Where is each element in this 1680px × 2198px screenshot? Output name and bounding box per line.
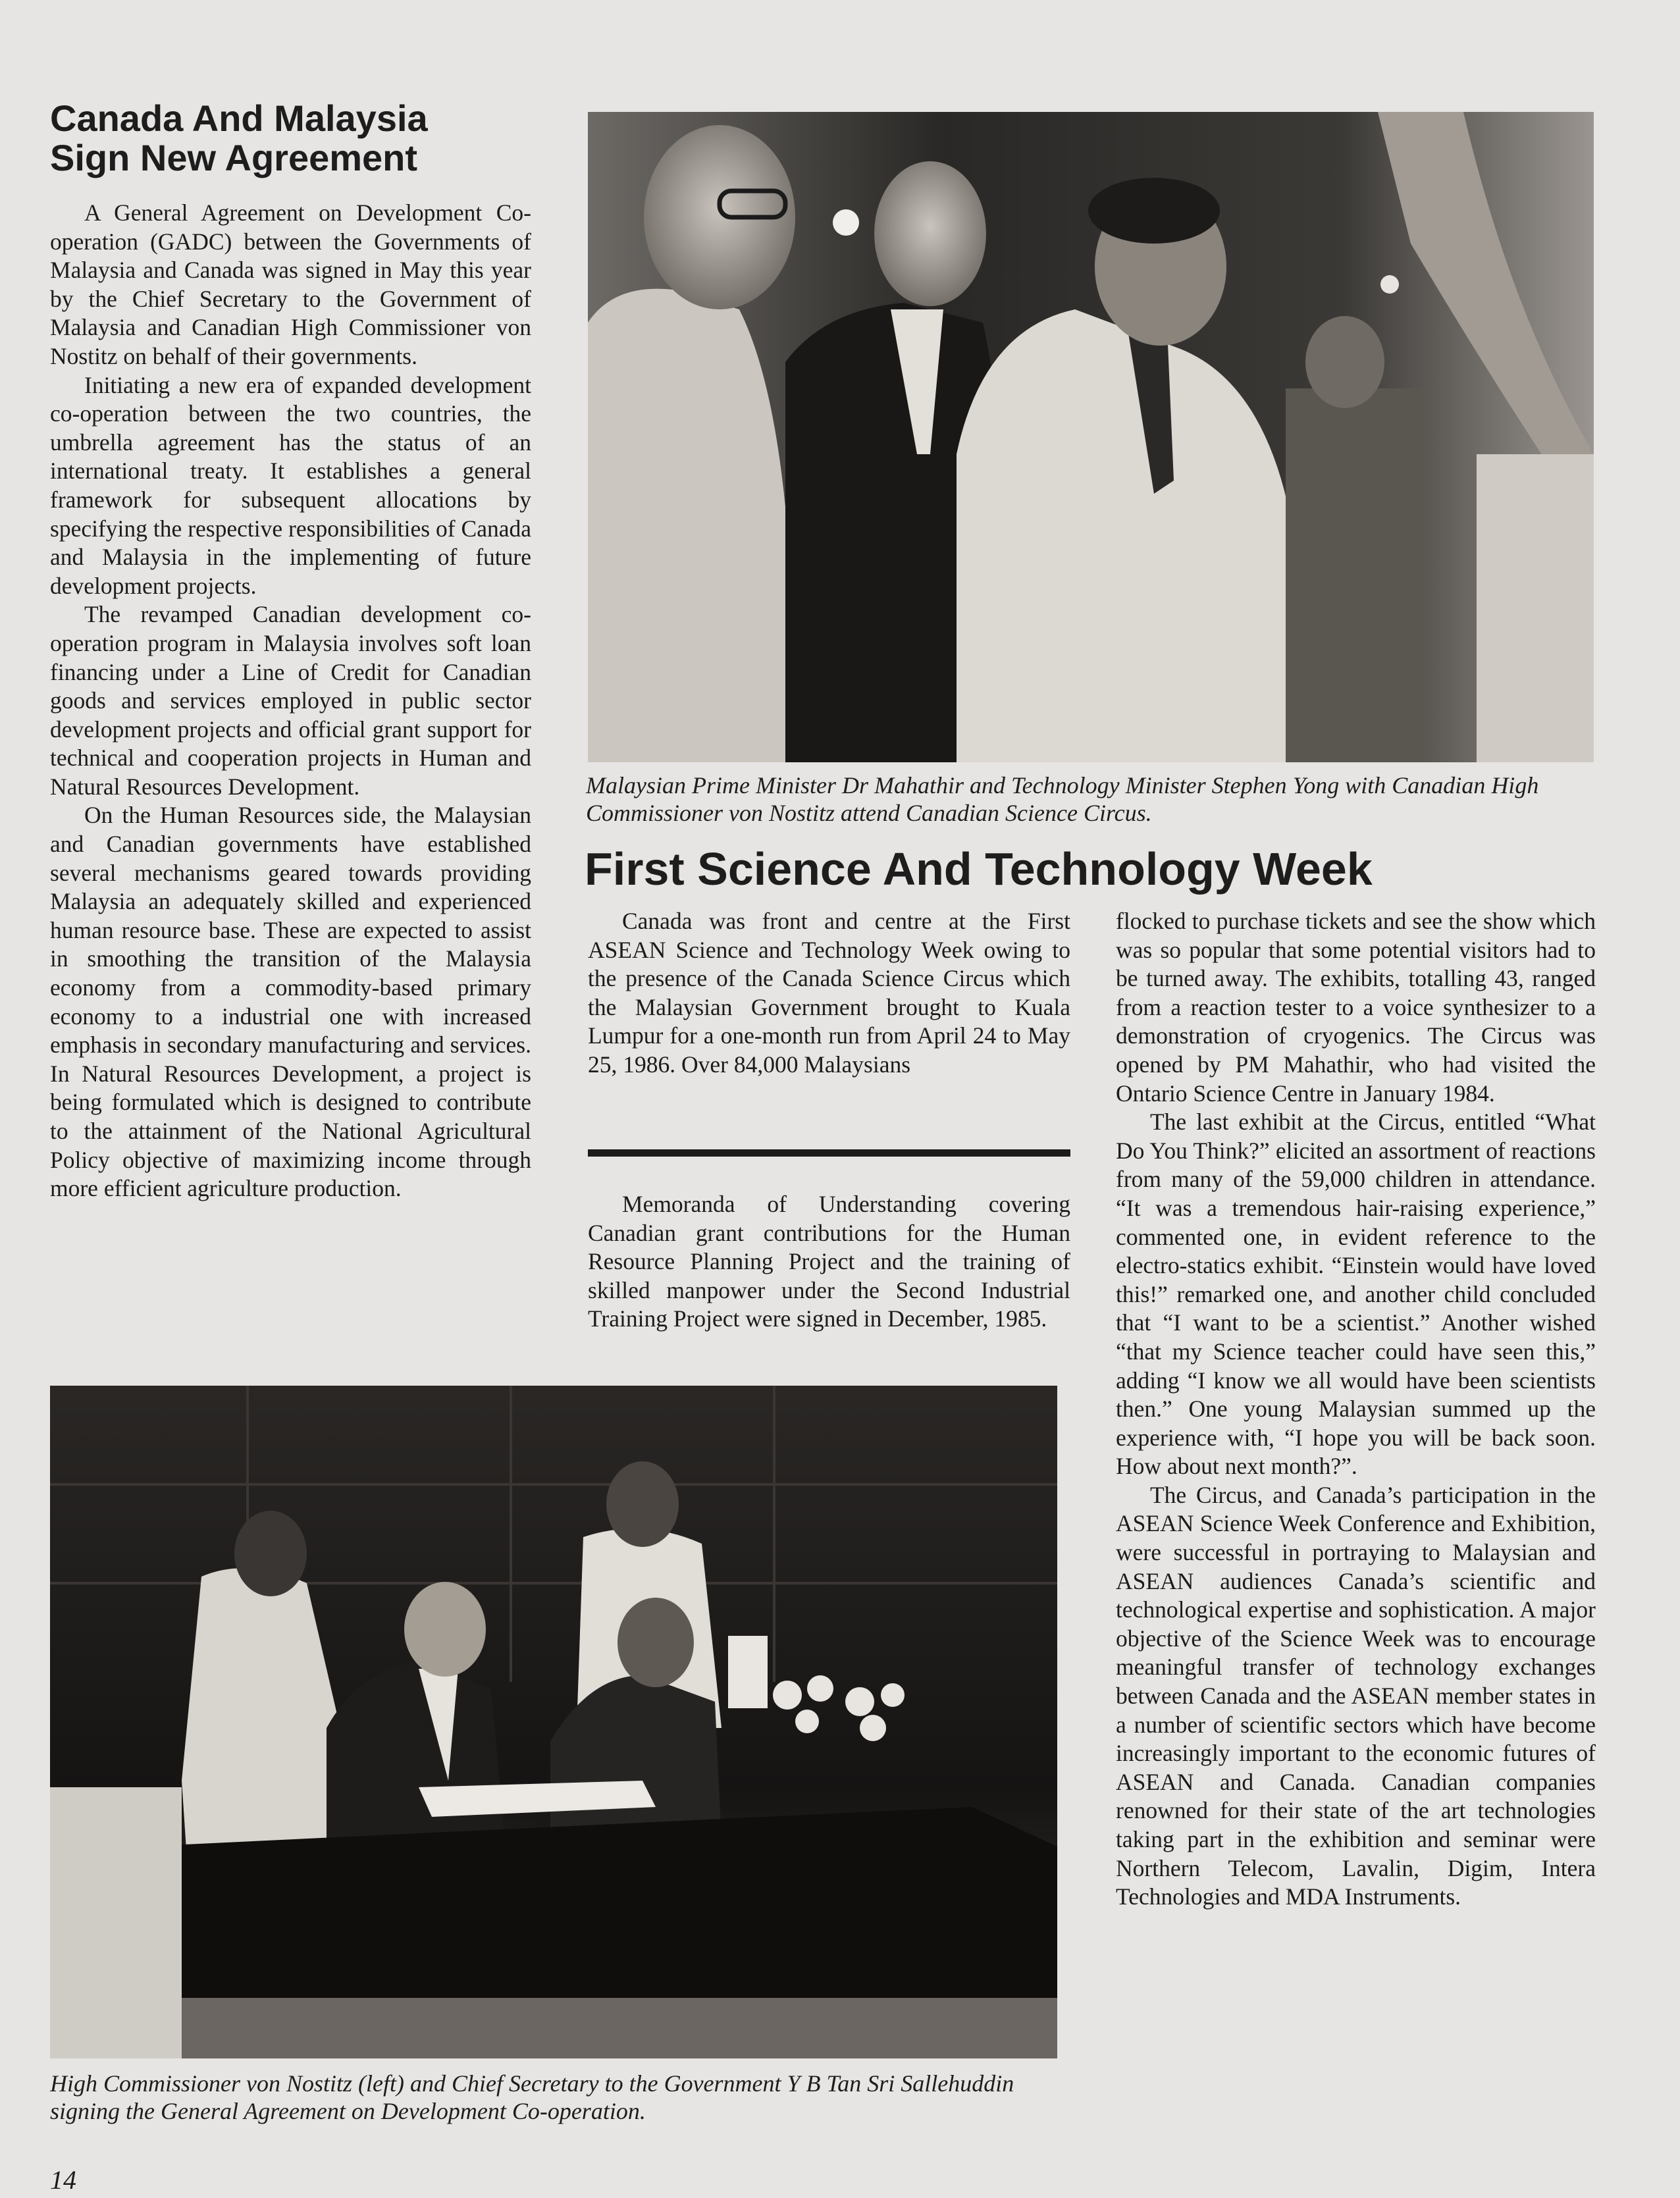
article-title-science-week: First Science And Technology Week <box>585 843 1373 895</box>
paragraph: Memoranda of Understanding covering Canadian grant contributions for the Human Resource Planning Project and the training of skilled manpower under the Second Industrial Training Project were signed in December, 1985. <box>588 1191 1070 1332</box>
paragraph: The last exhibit at the Circus, entitled “What Do You Think?” elicited an assortment of reactions from many of the 59,000 children in attendance. “It was a tremendous hair-raising experience,” commented one, in evident reference to the electro-statics exhibit. “Einstein would have loved this!” remarked one, and another child concluded that “I want to be a scientist.” Another wished “that my Science teacher could have seen this,” adding “I know we all would have been scientists then.” One young Malaysian summed up the experience with, “I hope you will be back soon. How about next month?”. <box>1116 1109 1596 1480</box>
article-body-canada-malaysia <box>50 199 531 1203</box>
paragraph: The Circus, and Canada’s participation in the ASEAN Science Week Conference and Exhibition, were successful in portraying to Malaysian and ASEAN audiences Canada’s scientific and technological expertise and sophistication. A major objective of the Science Week was to encourage meaningful transfer of technology exchanges between Canada and the ASEAN member states in a number of scientific sectors which have become increasingly important to the economic futures of ASEAN and Canada. Canadian companies renowned for their state of the art technologies taking part in the exhibition and seminar were Northern Telecom, Lavalin, Digim, Intera Technologies and MDA Instruments. <box>1116 1481 1596 1910</box>
page-number: 14 <box>50 2165 76 2195</box>
article-body-science-week-col1 <box>588 907 1070 1080</box>
article-title-canada-malaysia: Canada And Malaysia Sign New Agreement <box>50 97 428 178</box>
photo-science-circus <box>588 112 1594 762</box>
memoranda-note <box>588 1190 1070 1334</box>
photo-caption-agreement-signing: High Commissioner von Nostitz (left) and Chief Secretary to the Government Y B Tan Sri Sallehuddin signing the General Agreement on Development Co-operation. <box>50 2070 1014 2124</box>
paragraph: Initiating a new era of expanded development co-operation between the two countries, the umbrella agreement has the status of an international treaty. It establishes a general framework for subsequent allocations by specifying the respective responsibilities of Canada and Malaysia in the implementing of future development projects. <box>50 371 531 599</box>
photo-agreement-signing <box>50 1386 1057 2058</box>
paragraph: On the Human Resources side, the Malaysian and Canadian governments have established several mechanisms geared towards providing Malaysia an adequately skilled and experienced human resource base. These are expected to assist in smoothing the transition of the Malaysia economy from a commodity-based primary economy to a industrial one with increased emphasis in secondary manufacturing and services. In Natural Resources Development, a project is being formulated which is designed to contribute to the attainment of the National Agricultural Policy objective of maximizing income through more efficient agriculture production. <box>50 802 531 1202</box>
paragraph: Canada was front and centre at the First ASEAN Science and Technology Week owing to the presence of the Canada Science Circus which the Malaysian Government brought to Kuala Lumpur for a one-month run from April 24 to May 25, 1986. Over 84,000 Malaysians <box>588 908 1070 1078</box>
paragraph: A General Agreement on Development Co-operation (GADC) between the Governments of Malaysia and Canada was signed in May this year by the Chief Secretary to the Government of Malaysia and Canadian High Commissioner von Nostitz on behalf of their governments. <box>50 199 531 369</box>
paragraph: The revamped Canadian development co-operation program in Malaysia involves soft loan financing under a Line of Credit for Canadian goods and services employed in public sector development projects and official grant support for technical and cooperation projects in Human and Natural Resources Development. <box>50 601 531 800</box>
column-divider-rule <box>588 1149 1070 1157</box>
article-body-science-week-col2 <box>1116 907 1596 1912</box>
photo-caption-science-circus: Malaysian Prime Minister Dr Mahathir and Technology Minister Stephen Yong with Canadian High Commissioner von Nostitz attend Canadian Science Circus. <box>586 772 1539 826</box>
paragraph: flocked to purchase tickets and see the show which was so popular that some potential visitors had to be turned away. The exhibits, totalling 43, ranged from a reaction tester to a voice synthesizer to a demonstration of cryogenics. The Circus was opened by PM Mahathir, who had visited the Ontario Science Centre in January 1984. <box>1116 908 1596 1107</box>
